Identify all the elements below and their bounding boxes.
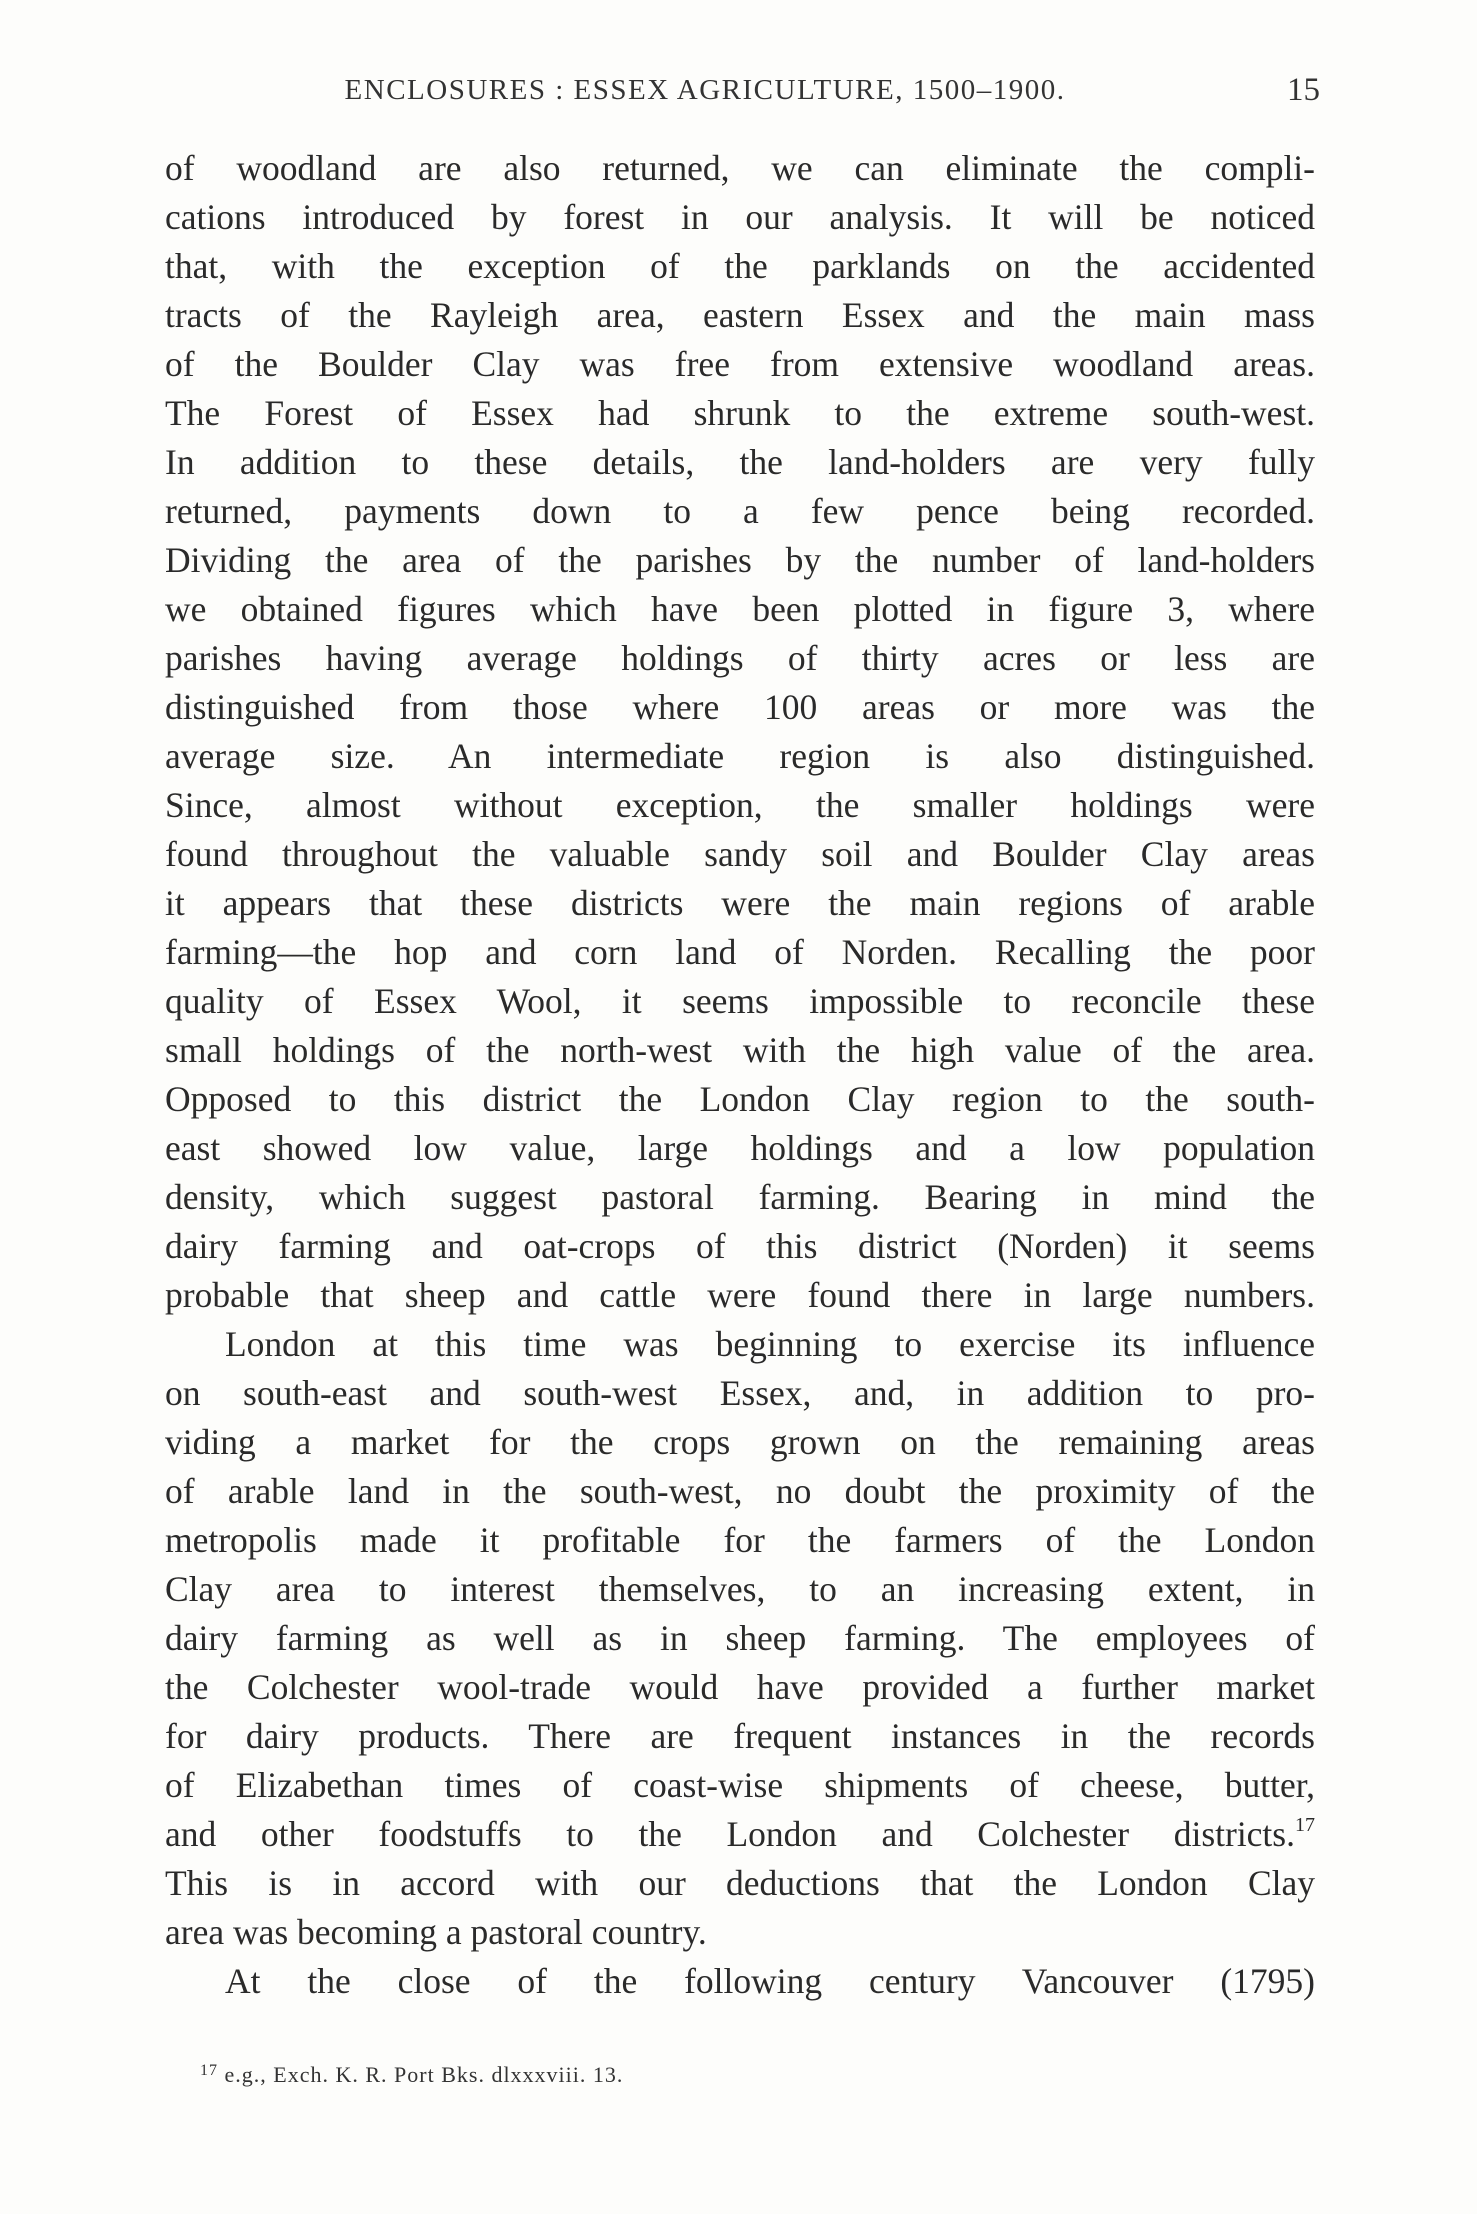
footnote-text: e.g., Exch. K. R. Port Bks. dlxxxviii. 13. (224, 2062, 624, 2087)
text-line: Opposed to this district the London Clay region to the south- (165, 1079, 1315, 1119)
text-line: dairy farming and oat-crops of this district (Norden) it seems (165, 1226, 1315, 1266)
text-line-with-footnote-ref (165, 1810, 1315, 1859)
text-line: on south-east and south-west Essex, and, in addition to pro- (165, 1373, 1315, 1413)
footnote-mark: 17 (200, 2062, 218, 2079)
text-line: farming—the hop and corn land of Norden. Recalling the poor (165, 932, 1315, 972)
text-line: At the close of the following century Vancouver (1795) (225, 1961, 1315, 2001)
text-line: east showed low value, large holdings and a low population (165, 1128, 1315, 1168)
text-line: Since, almost without exception, the smaller holdings were (165, 785, 1315, 825)
text-line: that, with the exception of the parklands on the accidented (165, 246, 1315, 286)
text-line: of Elizabethan times of coast-wise shipments of cheese, butter, (165, 1765, 1315, 1805)
text-line: distinguished from those where 100 areas or more was the (165, 687, 1315, 727)
text-line: quality of Essex Wool, it seems impossible to reconcile these (165, 981, 1315, 1021)
text-line: parishes having average holdings of thirty acres or less are (165, 638, 1315, 678)
text-line: London at this time was beginning to exercise its influence (225, 1324, 1315, 1364)
text-line: for dairy products. There are frequent instances in the records (165, 1716, 1315, 1756)
text-line: Clay area to interest themselves, to an increasing extent, in (165, 1569, 1315, 1609)
text-line: dairy farming as well as in sheep farming. The employees of (165, 1618, 1315, 1658)
text-line: of arable land in the south-west, no doubt the proximity of the (165, 1471, 1315, 1511)
text-line: density, which suggest pastoral farming. Bearing in mind the (165, 1177, 1315, 1217)
text-line: returned, payments down to a few pence being recorded. (165, 491, 1315, 531)
text-line: of the Boulder Clay was free from extensive woodland areas. (165, 344, 1315, 384)
text-line: metropolis made it profitable for the farmers of the London (165, 1520, 1315, 1560)
text-line: cations introduced by forest in our analysis. It will be noticed (165, 197, 1315, 237)
text-line-content: and other foodstuffs to the London and Colchester districts. (165, 1814, 1295, 1854)
text-line: probable that sheep and cattle were found there in large numbers. (165, 1275, 1315, 1315)
page-number: 15 (1287, 72, 1320, 108)
text-line: it appears that these districts were the main regions of arable (165, 883, 1315, 923)
body-text (165, 144, 1315, 2006)
text-line: found throughout the valuable sandy soil and Boulder Clay areas (165, 834, 1315, 874)
text-line: In addition to these details, the land-holders are very fully (165, 442, 1315, 482)
text-line: Dividing the area of the parishes by the number of land-holders (165, 540, 1315, 580)
footnote (200, 2062, 1200, 2088)
text-line: we obtained figures which have been plotted in figure 3, where (165, 589, 1315, 629)
footnote-reference: 17 (1295, 1814, 1315, 1836)
text-line: small holdings of the north-west with the high value of the area. (165, 1030, 1315, 1070)
running-title: ENCLOSURES : ESSEX AGRICULTURE, 1500–1900. (344, 74, 1066, 106)
running-head (170, 62, 1320, 122)
text-line: This is in accord with our deductions that the London Clay (165, 1863, 1315, 1903)
text-line: the Colchester wool-trade would have provided a further market (165, 1667, 1315, 1707)
text-line: average size. An intermediate region is also distinguished. (165, 736, 1315, 776)
text-line: tracts of the Rayleigh area, eastern Essex and the main mass (165, 295, 1315, 335)
text-line: of woodland are also returned, we can eliminate the compli- (165, 148, 1315, 188)
text-line: area was becoming a pastoral country. (165, 1912, 707, 1952)
text-line: viding a market for the crops grown on the remaining areas (165, 1422, 1315, 1462)
text-line: The Forest of Essex had shrunk to the extreme south-west. (165, 393, 1315, 433)
